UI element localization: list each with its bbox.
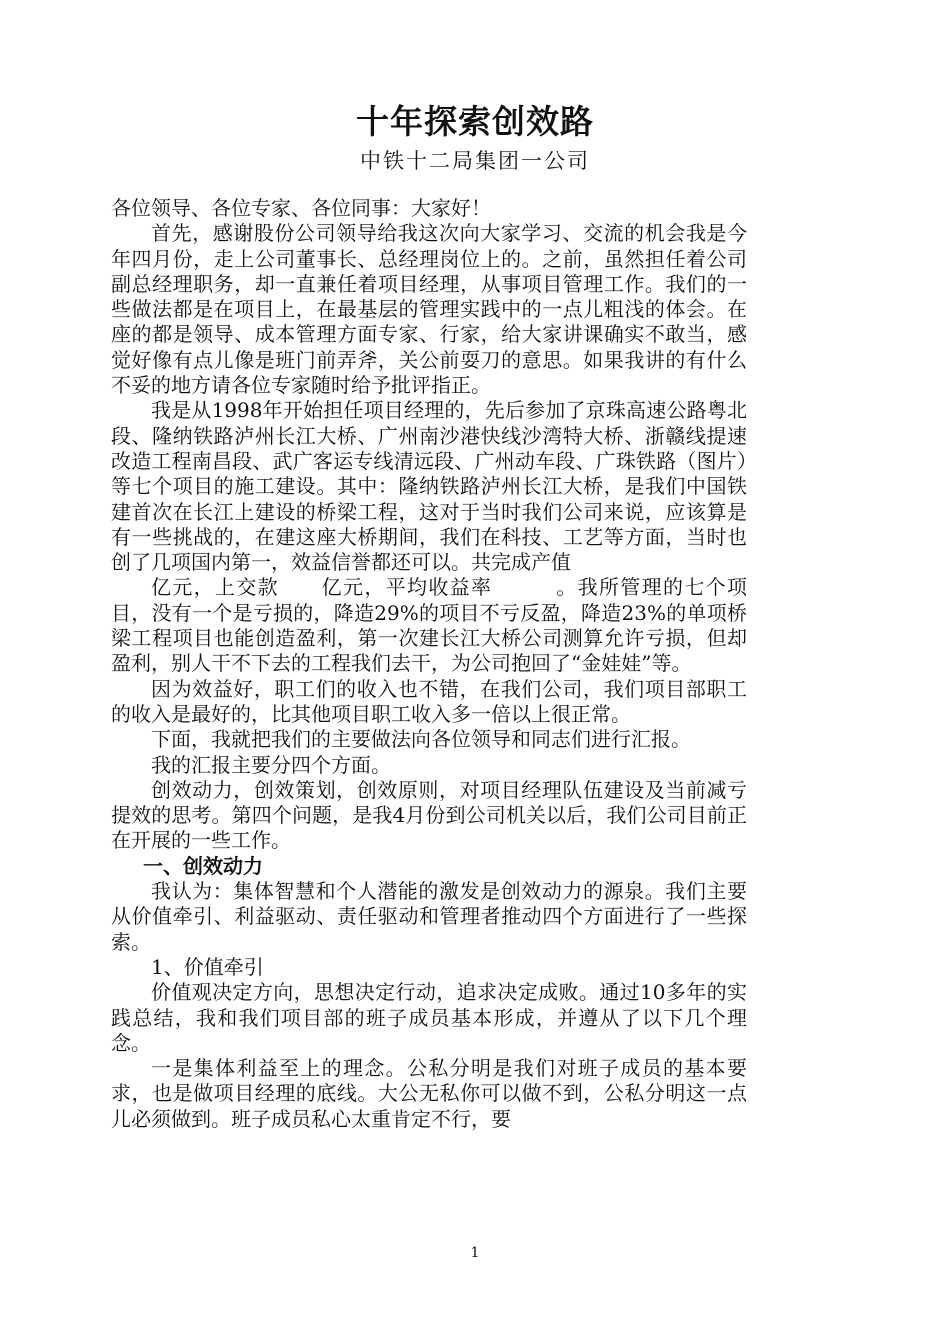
paragraph-collective-interest: 一是集体利益至上的理念。公私分明是我们对班子成员的基本要求，也是做项目经理的底线。大公无私你可以做不到，公私分明这一点儿必须做到。班子成员私心太重肯定不行，要 bbox=[111, 1056, 747, 1131]
section-heading-1: 一、创效动力 bbox=[143, 853, 263, 878]
paragraph-results: 亿元，上交款 亿元，平均收益率 。我所管理的七个项目，没有一个是亏损的，降造29%的项目不亏反盈，降造23%的单项桥梁工程项目也能创造盈利，第一次建长江大桥公司测算允许亏损，但却盈利，别人干不下去的工程我们去干，为公司抱回了“金娃娃”等。 bbox=[111, 575, 747, 676]
document-body bbox=[111, 196, 747, 1132]
organization-name: 中铁十二局集团一公司 bbox=[360, 149, 590, 173]
document-title: 十年探索创效路 bbox=[356, 102, 594, 141]
page-number: 1 bbox=[470, 1245, 480, 1261]
paragraph-outline: 我的汇报主要分四个方面。 bbox=[151, 752, 391, 777]
paragraph-intro: 首先，感谢股份公司领导给我这次向大家学习、交流的机会我是今年四月份，走上公司董事长、总经理岗位上的。之前，虽然担任着公司副总经理职务，却一直兼任着项目经理，从事项目管理工作。我们的一些做法都是在项目上，在最基层的管理实践中的一点儿粗浅的体会。在座的都是领导、成本管理方面专家、行家，给大家讲课确实不敢当，感觉好像有点儿像是班门前弄斧，关公前耍刀的意思。如果我讲的有什么不妥的地方请各位专家随时给予批评指正。 bbox=[111, 221, 747, 398]
salutation: 各位领导、各位专家、各位同事：大家好！ bbox=[111, 196, 491, 220]
paragraph-four-aspects: 创效动力，创效策划，创效原则，对项目经理队伍建设及当前减亏提效的思考。第四个问题，是我4月份到公司机关以后，我们公司目前正在开展的一些工作。 bbox=[111, 777, 747, 853]
paragraph-motivation: 我认为：集体智慧和个人潜能的激发是创效动力的源泉。我们主要从价值牵引、利益驱动、责任驱动和管理者推动四个方面进行了一些探索。 bbox=[111, 879, 747, 954]
paragraph-transition: 下面，我就把我们的主要做法向各位领导和同志们进行汇报。 bbox=[151, 727, 691, 752]
paragraph-values: 价值观决定方向，思想决定行动，追求决定成败。通过10多年的实践总结，我和我们项目部的班子成员基本形成，并遵从了以下几个理念。 bbox=[111, 980, 747, 1055]
paragraph-experience: 我是从1998年开始担任项目经理的，先后参加了京珠高速公路粤北段、隆纳铁路泸州长江大桥、广州南沙港快线沙湾特大桥、浙赣线提速改造工程南昌段、武广客运专线清远段、广州动车段、广珠铁路（图片）等七个项目的施工建设。其中：隆纳铁路泸州长江大桥，是我们中国铁建首次在长江上建设的桥梁工程，这对于当时我们公司来说，应该算是有一些挑战的，在建这座大桥期间，我们在科技、工艺等方面，当时也创了几项国内第一，效益信誉都还可以。共完成产值 bbox=[111, 398, 747, 575]
subheading-value-traction: 1、价值牵引 bbox=[151, 954, 264, 979]
paragraph-income: 因为效益好，职工们的收入也不错，在我们公司，我们项目部职工的收入是最好的，比其他项目职工收入多一倍以上很正常。 bbox=[111, 676, 747, 726]
